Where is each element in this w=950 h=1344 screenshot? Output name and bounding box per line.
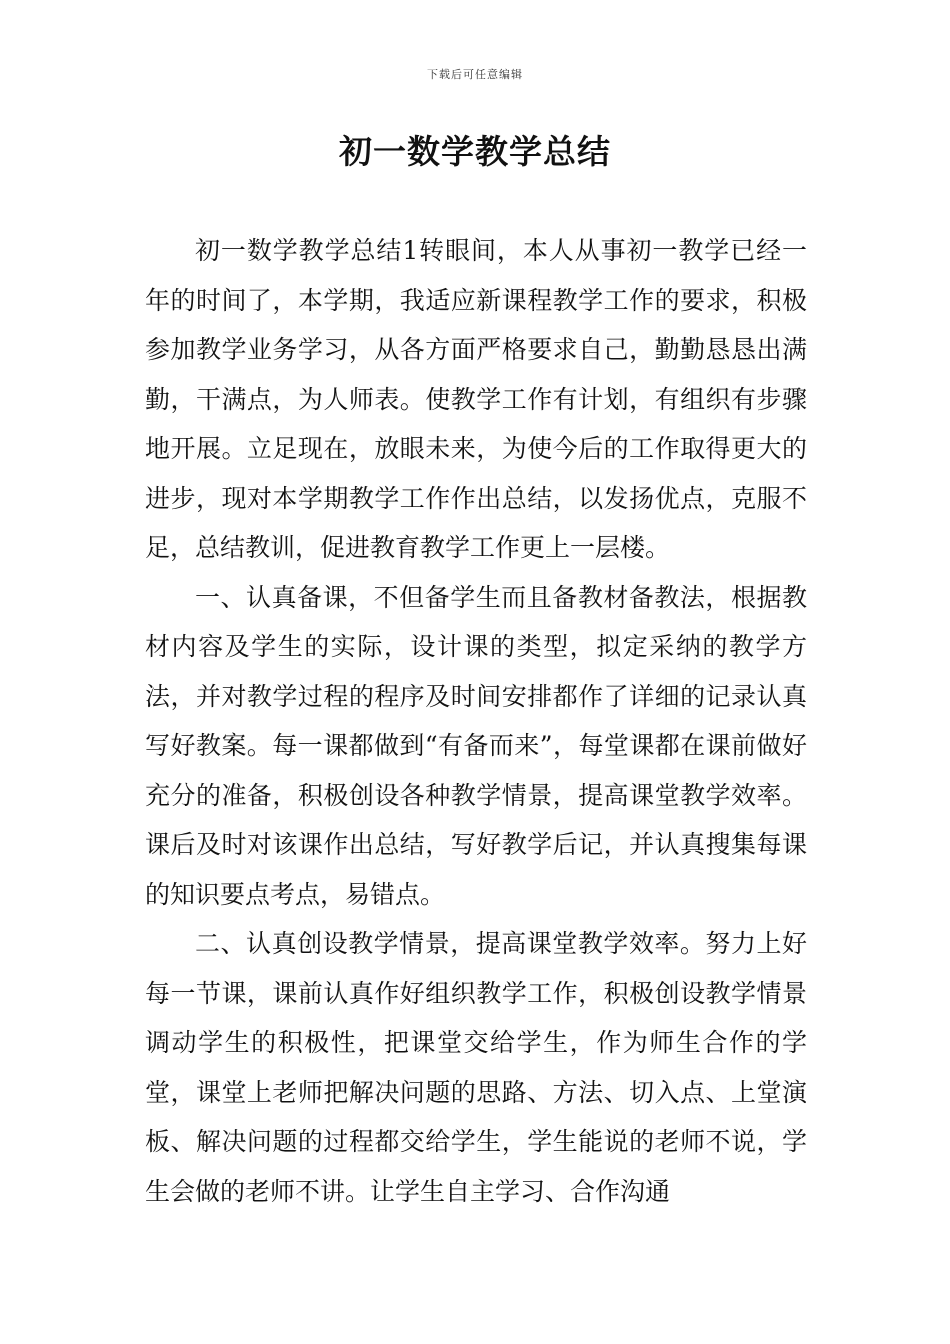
header-note: 下载后可任意编辑 (427, 68, 523, 81)
document-body (145, 226, 807, 1216)
paragraph-intro: 初一数学教学总结1转眼间，本人从事初一教学已经一年的时间了，本学期，我适应新课程教学工作的要求，积极参加教学业务学习，从各方面严格要求自己，勤勤恳恳出满勤，干满点，为人师表。使教学工作有计划，有组织有步骤地开展。立足现在，放眼未来，为使今后的工作取得更大的进步，现对本学期教学工作作出总结，以发扬优点，克服不足，总结教训，促进教育教学工作更上一层楼。 (145, 236, 807, 562)
paragraph-section-two: 二、认真创设教学情景，提高课堂教学效率。努力上好每一节课，课前认真作好组织教学工作，积极创设教学情景调动学生的积极性，把课堂交给学生，作为师生合作的学堂，课堂上老师把解决问题的思路、方法、切入点、上堂演板、解决问题的过程都交给学生，学生能说的老师不说，学生会做的老师不讲。让学生自主学习、合作沟通 (145, 929, 807, 1206)
document-title: 初一数学教学总结 (339, 132, 611, 171)
paragraph-section-one: 一、认真备课，不但备学生而且备教材备教法，根据教材内容及学生的实际，设计课的类型，拟定采纳的教学方法，并对教学过程的程序及时间安排都作了详细的记录认真写好教案。每一课都做到“有备而来”，每堂课都在课前做好充分的准备，积极创设各种教学情景，提高课堂教学效率。课后及时对该课作出总结，写好教学后记，并认真搜集每课的知识要点考点，易错点。 (145, 582, 807, 909)
